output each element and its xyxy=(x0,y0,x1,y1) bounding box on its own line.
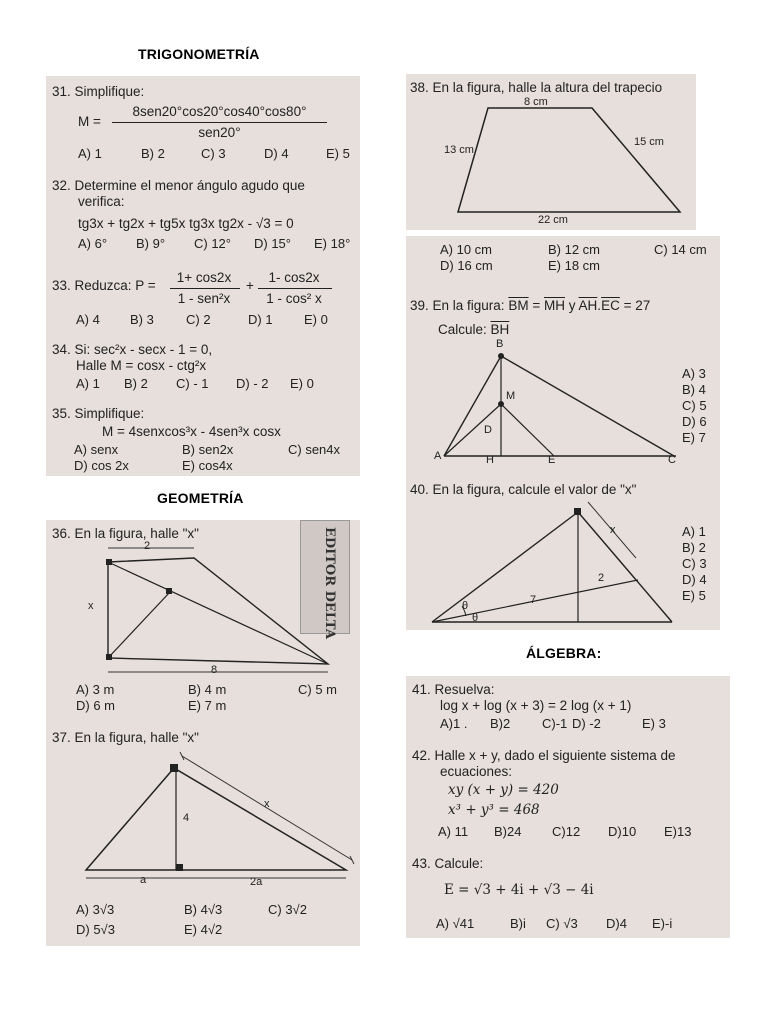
q40-option-a[interactable]: A) 1 xyxy=(682,524,706,539)
q39-segment-ah: $\overline{AH}$ xyxy=(578,298,598,313)
q39-option-b[interactable]: B) 4 xyxy=(682,382,706,397)
q39-point-c: C xyxy=(668,454,676,466)
q32-option-d[interactable]: D) 15° xyxy=(254,236,291,251)
q31-option-a[interactable]: A) 1 xyxy=(78,146,102,161)
q36-label-bottom: 8 xyxy=(211,664,218,676)
q37-option-d[interactable]: D) 5√3 xyxy=(76,922,115,937)
q35-option-e[interactable]: E) cos4x xyxy=(182,458,233,473)
q43-expression: E = √3 + 4i + √3 − 4i xyxy=(444,882,594,898)
q38-figure xyxy=(406,96,696,226)
q43-option-b[interactable]: B)i xyxy=(510,916,526,931)
q39-stem-prefix: 39. En la figura: xyxy=(410,298,505,313)
q41-option-c[interactable]: C)-1 xyxy=(542,716,568,731)
q39-point-a: A xyxy=(434,450,442,462)
q39-dot: . xyxy=(597,298,602,313)
q40-option-e[interactable]: E) 5 xyxy=(682,588,706,603)
q37-option-b[interactable]: B) 4√3 xyxy=(184,902,223,917)
q39-equals: = xyxy=(532,298,541,313)
q36-label-top: 2 xyxy=(144,540,151,552)
q40-label-theta-1: θ xyxy=(462,600,469,612)
q33-denominator-1: 1 - sen²x xyxy=(177,291,231,306)
q43-option-d[interactable]: D)4 xyxy=(606,916,627,931)
q39-option-d[interactable]: D) 6 xyxy=(682,414,707,429)
clip-alg-41-43 xyxy=(406,676,730,938)
q42-equation-2: x³ + y³ = 468 xyxy=(448,802,540,818)
editor-delta-stamp xyxy=(300,520,350,639)
q39-point-d: D xyxy=(484,424,492,436)
q41-option-a[interactable]: A)1 . xyxy=(440,716,468,731)
q33-plus: + xyxy=(246,278,254,293)
q40-option-c[interactable]: C) 3 xyxy=(682,556,707,571)
q39-option-e[interactable]: E) 7 xyxy=(682,430,706,445)
q40-figure xyxy=(406,500,676,630)
q43-option-a[interactable]: A) √41 xyxy=(436,916,475,931)
q32-stem-line2: verifica: xyxy=(78,194,125,209)
q39-segment-mh: $\overline{MH}$ xyxy=(544,298,565,313)
q37-option-e[interactable]: E) 4√2 xyxy=(184,922,223,937)
q43-stem: 43. Calcule: xyxy=(412,856,484,871)
q35-option-b[interactable]: B) sen2x xyxy=(182,442,234,457)
q41-equation: log x + log (x + 3) = 2 log (x + 1) xyxy=(440,698,632,713)
heading-trigonometria: TRIGONOMETRÍA xyxy=(138,46,260,62)
q35-option-c[interactable]: C) sen4x xyxy=(288,442,341,457)
q37-label-height: 4 xyxy=(183,812,190,824)
q32-stem-line1: 32. Determine el menor ángulo agudo que xyxy=(52,178,305,193)
q33-option-e[interactable]: E) 0 xyxy=(304,312,328,327)
q34-option-e[interactable]: E) 0 xyxy=(290,376,314,391)
q36-option-d[interactable]: D) 6 m xyxy=(76,698,115,713)
q42-option-a[interactable]: A) 11 xyxy=(438,824,469,839)
q39-segment-bh: $\overline{BH}$ xyxy=(490,322,510,337)
q39-point-m: M xyxy=(506,390,516,402)
q32-option-e[interactable]: E) 18° xyxy=(314,236,351,251)
q35-expression: M = 4senxcos³x - 4sen³x cosx xyxy=(102,424,281,439)
q43-option-c[interactable]: C) √3 xyxy=(546,916,578,931)
q36-option-c[interactable]: C) 5 m xyxy=(298,682,337,697)
q35-option-a[interactable]: A) senx xyxy=(74,442,119,457)
q40-label-7: 7 xyxy=(530,594,537,606)
q39-value: = 27 xyxy=(623,298,651,313)
q42-equation-1: xy (x + y) = 420 xyxy=(448,782,559,798)
q32-option-a[interactable]: A) 6° xyxy=(78,236,108,251)
editor-delta-stamp-text: EDITOR DELTA xyxy=(322,527,337,639)
q31-fraction-bar xyxy=(112,122,327,123)
q33-numerator-2: 1- cos2x xyxy=(268,270,320,285)
q40-label-x: x xyxy=(610,524,616,536)
q36-option-b[interactable]: B) 4 m xyxy=(188,682,227,697)
q38-stem: 38. En la figura, halle la altura del trapecio xyxy=(410,80,663,95)
q32-equation: tg3x + tg2x + tg5x tg3x tg2x - √3 = 0 xyxy=(78,216,294,231)
q39-stem xyxy=(410,298,650,313)
clip-trig-31-35 xyxy=(46,76,360,476)
q37-option-c[interactable]: C) 3√2 xyxy=(268,902,307,917)
q36-option-a[interactable]: A) 3 m xyxy=(76,682,115,697)
q35-stem: 35. Simplifique: xyxy=(52,406,145,421)
q33-numerator-1: 1+ cos2x xyxy=(176,270,232,285)
q39-point-b: B xyxy=(496,338,504,350)
q33-option-d[interactable]: D) 1 xyxy=(248,312,273,327)
q36-label-side: x xyxy=(88,600,94,612)
q39-point-h: H xyxy=(486,454,494,466)
q33-fraction-bar-1 xyxy=(170,288,240,289)
q31-option-e[interactable]: E) 5 xyxy=(326,146,350,161)
q31-numerator: 8sen20°cos20°cos40°cos80° xyxy=(132,104,307,119)
q33-option-a[interactable]: A) 4 xyxy=(76,312,100,327)
q42-stem-line2: ecuaciones: xyxy=(440,764,513,779)
q38-label-top: 8 cm xyxy=(524,96,548,108)
q38-option-e[interactable]: E) 18 cm xyxy=(548,258,601,273)
q39-segment-ec: $\overline{EC}$ xyxy=(601,298,620,313)
heading-geometria: GEOMETRÍA xyxy=(157,490,244,506)
q36-stem: 36. En la figura, halle "x" xyxy=(52,526,199,541)
q38-label-bottom: 22 cm xyxy=(538,214,568,226)
q34-option-b[interactable]: B) 2 xyxy=(124,376,148,391)
q33-fraction-bar-2 xyxy=(258,288,332,289)
q42-option-b[interactable]: B)24 xyxy=(494,824,522,839)
q31-lhs: M = xyxy=(78,114,101,129)
q33-stem: 33. Reduzca: P = xyxy=(52,278,156,293)
q39-calc-label: Calcule: xyxy=(438,322,487,337)
q35-option-d[interactable]: D) cos 2x xyxy=(74,458,129,473)
q31-stem: 31. Simplifique: xyxy=(52,84,145,99)
clip-geo-38 xyxy=(406,74,696,230)
q32-option-b[interactable]: B) 9° xyxy=(136,236,166,251)
q39-figure xyxy=(406,336,676,466)
q34-option-a[interactable]: A) 1 xyxy=(76,376,100,391)
q37-figure xyxy=(46,750,360,890)
q39-segment-bm: $\overline{BM}$ xyxy=(508,298,529,313)
q39-option-a[interactable]: A) 3 xyxy=(682,366,706,381)
q38-option-c[interactable]: C) 14 cm xyxy=(654,242,707,257)
q38-label-right: 15 cm xyxy=(634,136,664,148)
q39-calc xyxy=(438,322,509,337)
q39-point-e: E xyxy=(548,454,556,466)
q39-and: y xyxy=(568,298,576,313)
q32-option-c[interactable]: C) 12° xyxy=(194,236,231,251)
clip-geo-36-37 xyxy=(46,520,360,946)
q33-option-c[interactable]: C) 2 xyxy=(186,312,211,327)
q40-stem: 40. En la figura, calcule el valor de "x" xyxy=(410,482,637,497)
q37-label-x: x xyxy=(264,798,270,810)
q34-option-c[interactable]: C) - 1 xyxy=(176,376,209,391)
q37-label-2a: 2a xyxy=(250,876,263,888)
q40-option-d[interactable]: D) 4 xyxy=(682,572,707,587)
q42-option-d[interactable]: D)10 xyxy=(608,824,637,839)
q43-option-e[interactable]: E)-i xyxy=(652,916,673,931)
clip-geo-40 xyxy=(406,478,720,630)
q33-denominator-2: 1 - cos² x xyxy=(266,291,322,306)
q40-label-2: 2 xyxy=(598,572,605,584)
q31-option-c[interactable]: C) 3 xyxy=(201,146,226,161)
q38-label-left: 13 cm xyxy=(444,144,474,156)
q41-option-d[interactable]: D) -2 xyxy=(572,716,601,731)
q37-option-a[interactable]: A) 3√3 xyxy=(76,902,115,917)
q37-label-a: a xyxy=(140,874,147,886)
q34-stem: 34. Si: sec²x - secx - 1 = 0, xyxy=(52,342,213,357)
q37-stem: 37. En la figura, halle "x" xyxy=(52,730,199,745)
q39-option-c[interactable]: C) 5 xyxy=(682,398,707,413)
q40-option-b[interactable]: B) 2 xyxy=(682,540,706,555)
q41-stem: 41. Resuelva: xyxy=(412,682,495,697)
q42-stem-line1: 42. Halle x + y, dado el siguiente sistema de xyxy=(412,748,676,763)
clip-geo-38-39 xyxy=(406,236,720,478)
q41-option-b[interactable]: B)2 xyxy=(490,716,511,731)
q33-option-b[interactable]: B) 3 xyxy=(130,312,154,327)
q31-option-d[interactable]: D) 4 xyxy=(264,146,289,161)
q42-option-e[interactable]: E)13 xyxy=(664,824,692,839)
q34-line2: Halle M = cosx - ctg²x xyxy=(76,358,207,373)
q42-option-c[interactable]: C)12 xyxy=(552,824,581,839)
q31-option-b[interactable]: B) 2 xyxy=(141,146,165,161)
q41-option-e[interactable]: E) 3 xyxy=(642,716,666,731)
q38-option-b[interactable]: B) 12 cm xyxy=(548,242,601,257)
q40-label-theta-2: θ xyxy=(472,612,479,624)
heading-algebra: ÁLGEBRA: xyxy=(526,645,602,661)
q38-option-a[interactable]: A) 10 cm xyxy=(440,242,493,257)
q38-option-d[interactable]: D) 16 cm xyxy=(440,258,493,273)
q31-denominator: sen20° xyxy=(198,125,241,140)
q36-option-e[interactable]: E) 7 m xyxy=(188,698,227,713)
q34-option-d[interactable]: D) - 2 xyxy=(236,376,269,391)
